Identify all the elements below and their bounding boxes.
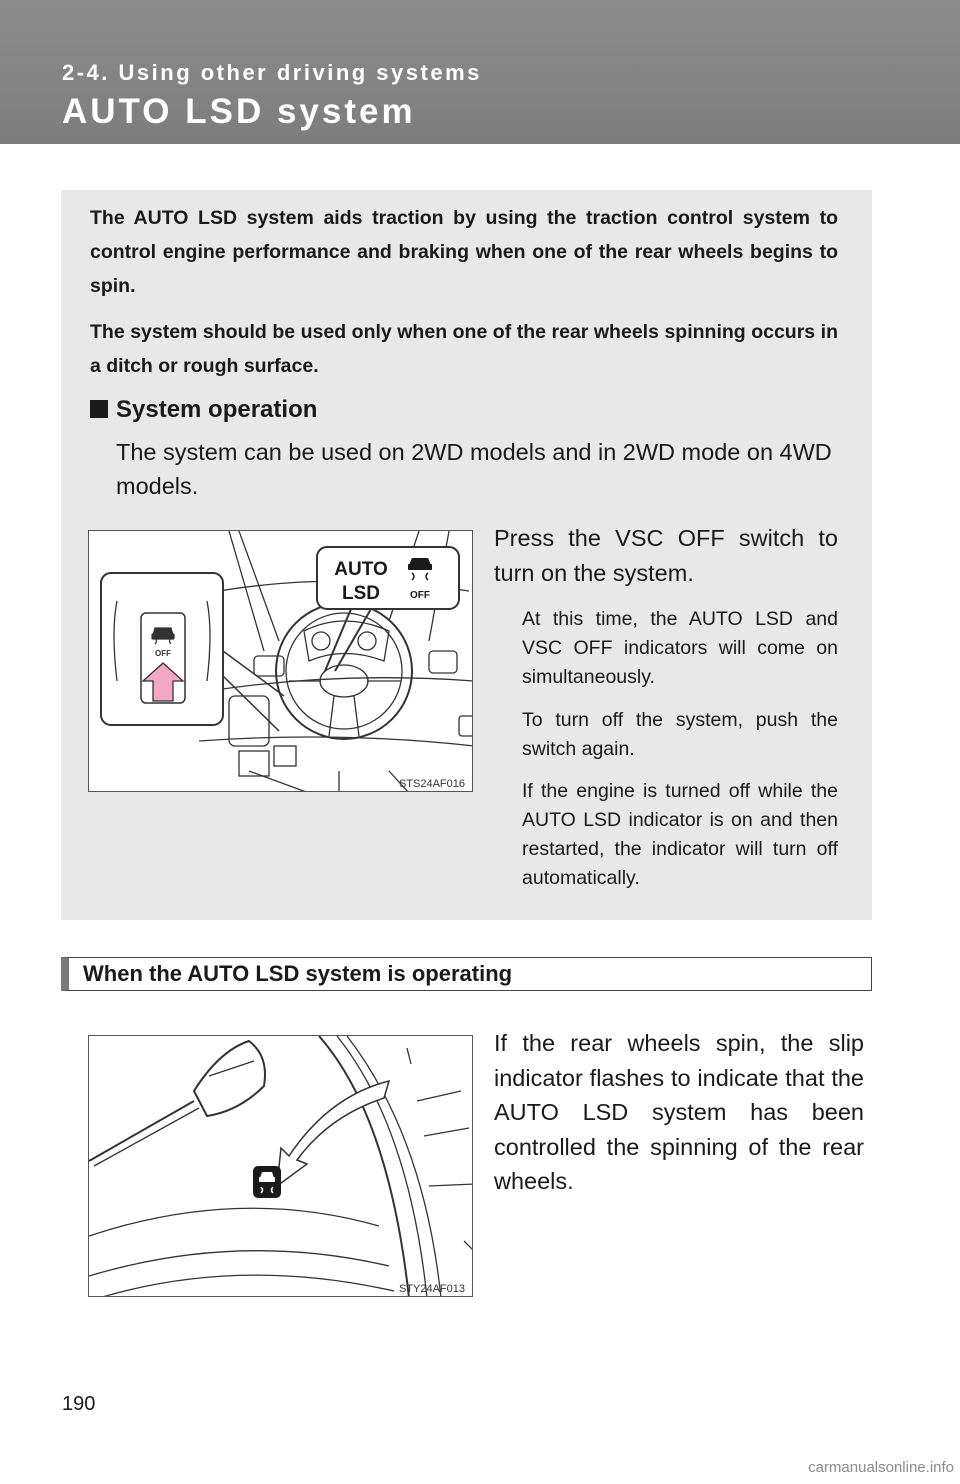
system-operation-body: The system can be used on 2WD models and in 2WD mode on 4WD models.	[116, 439, 832, 499]
section-label: 2-4. Using other driving systems	[62, 60, 482, 85]
system-operation-heading-text: System operation	[116, 396, 318, 423]
meter-drawing	[89, 1036, 473, 1297]
switch-off-label: OFF	[155, 649, 171, 658]
system-operation-heading	[90, 396, 317, 424]
callout-off-text: OFF	[410, 590, 430, 601]
dashboard-illustration	[88, 530, 473, 792]
dashboard-drawing	[89, 531, 473, 792]
figure-code-1: STS24AF016	[398, 778, 465, 790]
slip-indicator-icon	[253, 1166, 281, 1198]
operating-body: If the rear wheels spin, the slip indicator flashes to indicate that the AUTO LSD system has been controlled the spinning of the rear wheels.	[494, 1030, 864, 1194]
press-instruction: Press the VSC OFF switch to turn on the system.	[494, 525, 838, 586]
operating-heading: When the AUTO LSD system is operating	[83, 961, 513, 986]
square-bullet-icon	[90, 400, 108, 418]
callout-lsd-text: LSD	[342, 583, 380, 604]
callout-auto-text: AUTO	[334, 559, 388, 580]
figure-code-2: STY24AF013	[398, 1283, 465, 1295]
page-number: 190	[62, 1393, 96, 1415]
meter-illustration	[88, 1035, 473, 1297]
intro-paragraph-2: The system should be used only when one of the rear wheels spinning occurs in a ditch or rough surface.	[90, 321, 838, 377]
intro-paragraph-1: The AUTO LSD system aids traction by using the traction control system to control engine performance and braking when one of the rear wheels begins to spin.	[90, 207, 838, 297]
operating-heading-bar	[61, 957, 872, 991]
page-title: AUTO LSD system	[62, 92, 416, 131]
watermark: carmanualsonline.info	[808, 1459, 954, 1476]
note-indicators: At this time, the AUTO LSD and VSC OFF indicators will come on simultaneously.	[522, 608, 838, 688]
note-turn-off: To turn off the system, push the switch again.	[522, 709, 838, 760]
note-restart: If the engine is turned off while the AUTO LSD indicator is on and then restarted, the indicator will turn off automatically.	[522, 780, 838, 889]
